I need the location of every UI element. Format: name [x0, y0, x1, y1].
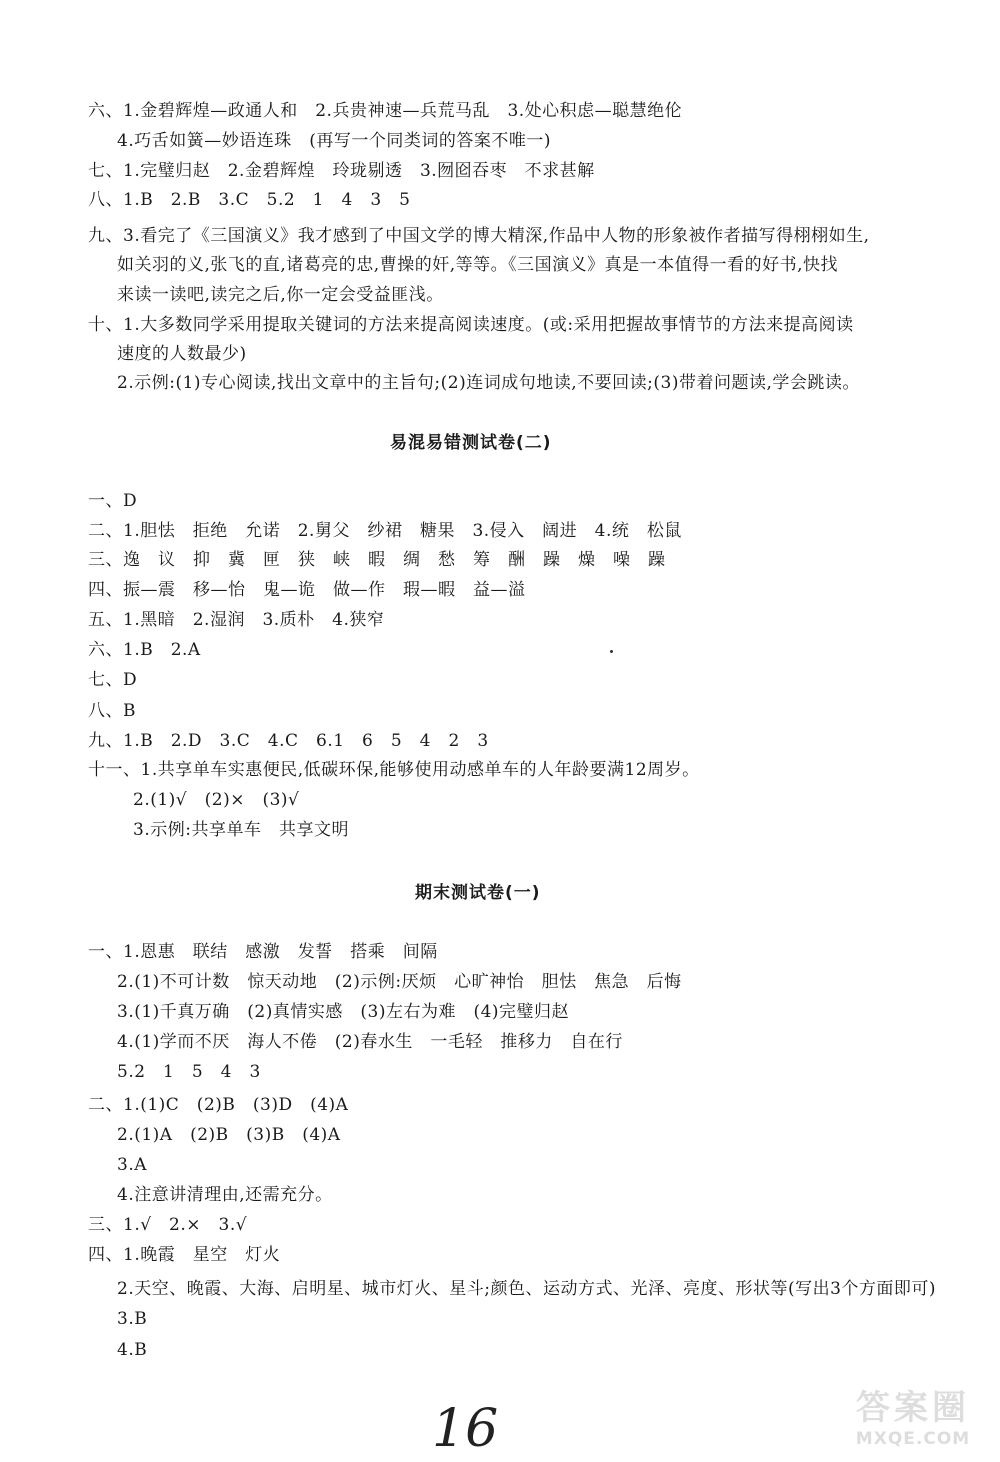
answer-line: 八、B	[88, 701, 136, 721]
watermark-logo: 答案圈	[856, 1388, 970, 1428]
answer-line: 九、3.看完了《三国演义》我才感到了中国文学的博大精深,作品中人物的形象被作者描写得栩栩如生,	[88, 226, 870, 246]
answer-line: 速度的人数最少)	[117, 344, 247, 364]
answer-line: 4.B	[117, 1340, 148, 1360]
answer-line: 三、1.√ 2.× 3.√	[88, 1215, 248, 1235]
answer-line: 3.示例:共享单车 共享文明	[133, 820, 349, 840]
answer-line: 十、1.大多数同学采用提取关键词的方法来提高阅读速度。(或:采用把握故事情节的方法来提高阅读	[88, 315, 854, 335]
answer-line: 三、逸 议 抑 冀 匣 狭 峡 暇 绸 愁 筹 酬 躁 燥 噪 躁	[88, 550, 666, 570]
answer-line: 4.注意讲清理由,还需充分。	[117, 1185, 333, 1205]
answer-line: 一、D	[88, 491, 138, 511]
answer-line: 七、D	[88, 670, 138, 690]
answer-line: 2.(1)√ (2)× (3)√	[133, 790, 300, 810]
watermark-url: MXQE.COM	[855, 1429, 971, 1449]
answer-line: 4.巧舌如簧—妙语连珠 (再写一个同类词的答案不唯一)	[117, 131, 551, 151]
answer-line: 七、1.完璧归赵 2.金碧辉煌 玲珑剔透 3.囫囵吞枣 不求甚解	[88, 161, 595, 181]
answer-line: 十一、1.共享单车实惠便民,低碳环保,能够使用动感单车的人年龄要满12周岁。	[88, 760, 700, 780]
answer-line: 六、1.金碧辉煌—政通人和 2.兵贵神速—兵荒马乱 3.处心积虑—聪慧绝伦	[88, 101, 683, 121]
answer-line: 二、1.胆怯 拒绝 允诺 2.舅父 纱裙 糖果 3.侵入 阔进 4.统 松鼠	[88, 521, 682, 541]
section-heading: 期末测试卷(一)	[415, 883, 541, 903]
scan-speck	[610, 650, 613, 653]
answer-line: 九、1.B 2.D 3.C 4.C 6.1 6 5 4 2 3	[88, 731, 489, 751]
answer-line: 五、1.黑暗 2.湿润 3.质朴 4.狭窄	[88, 610, 385, 630]
answer-line: 来读一读吧,读完之后,你一定会受益匪浅。	[117, 285, 444, 305]
answer-line: 六、1.B 2.A	[88, 640, 201, 660]
page-number: 16	[432, 1399, 499, 1459]
answer-line: 2.(1)不可计数 惊天动地 (2)示例:厌烦 心旷神怡 胆怯 焦急 后悔	[117, 972, 682, 992]
answer-line: 4.(1)学而不厌 海人不倦 (2)春水生 一毛轻 推移力 自在行	[117, 1032, 623, 1052]
answer-line: 八、1.B 2.B 3.C 5.2 1 4 3 5	[88, 190, 411, 210]
answer-line: 四、振—震 移—怡 鬼—诡 做—作 瑕—暇 益—溢	[88, 580, 526, 600]
answer-line: 5.2 1 5 4 3	[117, 1062, 261, 1082]
answer-line: 3.(1)千真万确 (2)真情实感 (3)左右为难 (4)完璧归赵	[117, 1002, 570, 1022]
answer-line: 3.B	[117, 1309, 148, 1329]
answer-line: 3.A	[117, 1155, 147, 1175]
answer-line: 2.示例:(1)专心阅读,找出文章中的主旨句;(2)连词成句地读,不要回读;(3)带着问题读,学会跳读。	[117, 373, 860, 393]
answer-line: 2.(1)A (2)B (3)B (4)A	[117, 1125, 341, 1145]
answer-line: 一、1.恩惠 联结 感激 发誓 搭乘 间隔	[88, 942, 438, 962]
answer-line: 四、1.晚霞 星空 灯火	[88, 1245, 281, 1265]
section-heading: 易混易错测试卷(二)	[390, 433, 552, 453]
answer-line: 2.天空、晚霞、大海、启明星、城市灯火、星斗;颜色、运动方式、光泽、亮度、形状等(写出3个方面即可)	[117, 1279, 937, 1299]
watermark	[838, 1380, 988, 1452]
answer-line: 如关羽的义,张飞的直,诸葛亮的忠,曹操的奸,等等。《三国演义》真是一本值得一看的好书,快找	[117, 255, 839, 275]
answer-line: 二、1.(1)C (2)B (3)D (4)A	[88, 1095, 349, 1115]
